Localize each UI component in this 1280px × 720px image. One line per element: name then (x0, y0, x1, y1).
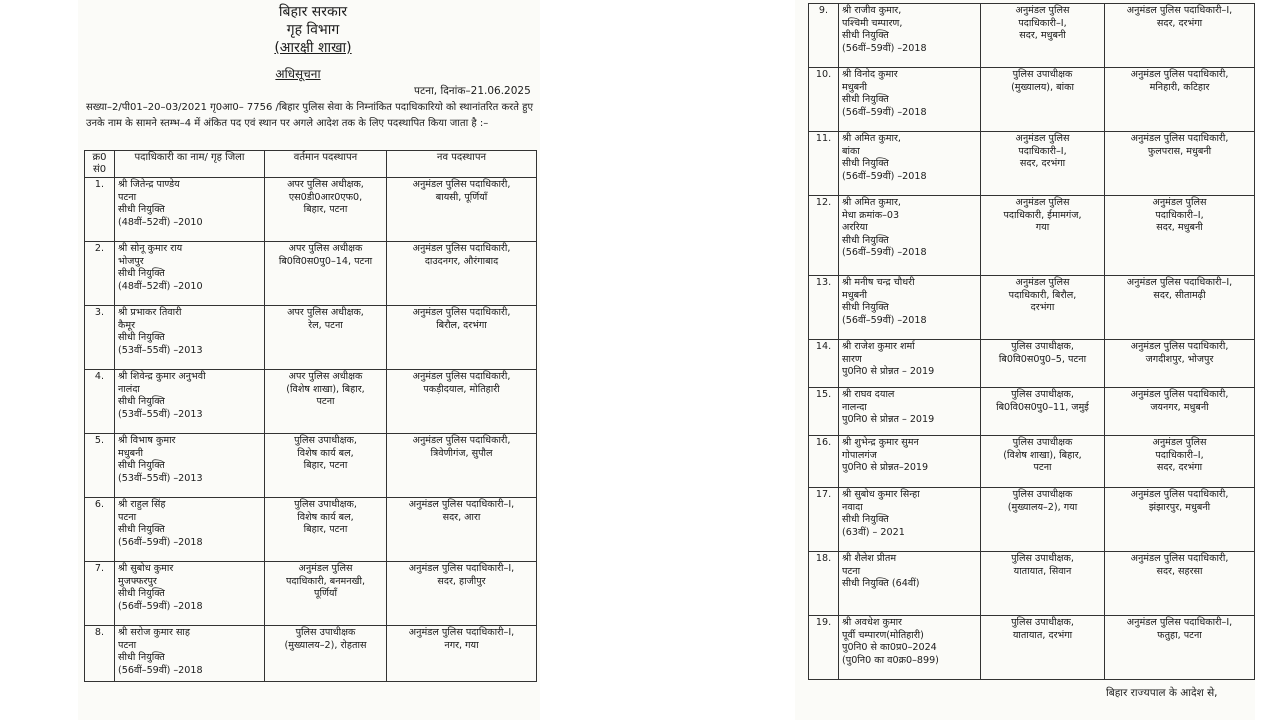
cell-line: झंझारपुर, मधुबनी (1148, 501, 1211, 513)
cell-line: कैमूर (118, 319, 136, 331)
cell-line: श्री सुबोध कुमार सिन्हा (842, 489, 920, 500)
cell-line: सीधी नियुक्ति (842, 234, 889, 246)
cell-line: पकड़ीदयाल, मोतिहारी (423, 383, 500, 395)
cell-line: श्री राजीव कुमार, (842, 5, 902, 16)
cell-line: पटना (316, 396, 335, 408)
transfer-table-right (808, 3, 1255, 680)
cell-line: बांका (842, 145, 860, 157)
table-row (809, 552, 1255, 616)
current-posting-cell (265, 626, 387, 682)
cell-line: (56वीं–59वीं) –2018 (842, 170, 927, 182)
cell-line: अररिया (842, 222, 868, 234)
new-posting-cell (387, 434, 537, 498)
serial-number: 16. (809, 436, 839, 488)
col-header-name: पदाधिकारी का नाम/ गृह जिला (115, 151, 265, 178)
cell-line: सारण (842, 353, 862, 365)
dateline: पटना, दिनांक–21.06.2025 (414, 85, 531, 97)
cell-line: श्री राहुल सिंह (118, 499, 166, 510)
cell-line: सीधी नियुक्ति (842, 158, 889, 170)
cell-line: सीधी नियुक्ति (118, 396, 165, 408)
cell-line: मधुबनी (842, 289, 867, 301)
officer-name-cell (839, 132, 981, 196)
governor-order-footer: बिहार राज्यपाल के आदेश से, (1106, 687, 1218, 699)
cell-line: अनुमंडल पुलिस पदाधिकारी–I, (408, 627, 515, 638)
officer-name-cell (839, 388, 981, 436)
new-posting-cell (1105, 4, 1255, 68)
govt-title: बिहार सरकार (278, 4, 348, 20)
officer-name-cell (115, 626, 265, 682)
cell-line: सीधी नियुक्ति (842, 302, 889, 314)
cell-line: अनुमंडल पुलिस (1015, 197, 1070, 208)
current-posting-cell (981, 132, 1105, 196)
cell-line: पु0नि0 से प्रोन्नत–2019 (842, 462, 929, 474)
officer-name-cell (839, 616, 981, 680)
cell-line: सदर, दरभंगा (1156, 17, 1203, 29)
new-posting-cell (387, 242, 537, 306)
current-posting-cell (981, 616, 1105, 680)
cell-line: अपर पुलिस अधीक्षक, (287, 179, 364, 190)
officer-name-cell (115, 434, 265, 498)
current-posting-cell (981, 4, 1105, 68)
cell-line: अनुमंडल पुलिस पदाधिकारी, (1130, 553, 1229, 564)
cell-line: अनुमंडल पुलिस (1152, 197, 1207, 208)
table-row (809, 132, 1255, 196)
cell-line: दरभंगा (1030, 302, 1055, 314)
cell-line: सीधी नियुक्ति (64वीं) (842, 578, 920, 590)
cell-line: सीधी नियुक्ति (118, 652, 165, 664)
cell-line: (48वीं–52वीं) –2010 (118, 280, 203, 292)
cell-line: दाउदनगर, औरंगाबाद (424, 255, 499, 267)
cell-line: पदाधिकारी–I, (1018, 17, 1067, 29)
officer-name-cell (115, 178, 265, 242)
table-row (809, 196, 1255, 276)
cell-line: पटना (1033, 462, 1052, 474)
cell-line: अनुमंडल पुलिस (1152, 437, 1207, 448)
cell-line: (53वीं–55वीं) –2013 (118, 408, 203, 420)
cell-line: (56वीं–59वीं) –2018 (118, 664, 203, 676)
cell-line: अनुमंडल पुलिस पदाधिकारी, (412, 371, 511, 382)
officer-name-cell (115, 562, 265, 626)
cell-line: नालन्दा (842, 401, 867, 413)
cell-line: अपर पुलिस अधीक्षक (288, 371, 363, 382)
officer-name-cell (115, 306, 265, 370)
cell-line: (56वीं–59वीं) –2018 (842, 314, 927, 326)
cell-line: मधुबनी (842, 81, 867, 93)
table-row (809, 388, 1255, 436)
officer-name-cell (115, 370, 265, 434)
current-posting-cell (981, 340, 1105, 388)
cell-line: यातायात, दरभंगा (1012, 629, 1073, 641)
department-title: गृह विभाग (286, 22, 340, 38)
new-posting-cell (1105, 132, 1255, 196)
cell-line: पुलिस उपाधीक्षक, (1011, 553, 1074, 564)
cell-line: पटना (842, 565, 861, 577)
cell-line: श्री राजेश कुमार शर्मा (842, 341, 915, 352)
table-row (85, 370, 537, 434)
table-row (85, 242, 537, 306)
cell-line: अनुमंडल पुलिस (1015, 277, 1070, 288)
cell-line: पश्चिमी चम्पारण, (842, 17, 903, 29)
serial-number: 14. (809, 340, 839, 388)
cell-line: बायसी, पूर्णियाँ (435, 191, 488, 203)
new-posting-cell (1105, 552, 1255, 616)
cell-line: मुजफ्फरपुर (118, 575, 157, 587)
current-posting-cell (265, 178, 387, 242)
serial-number: 9. (809, 4, 839, 68)
new-posting-cell (387, 626, 537, 682)
cell-line: सीधी नियुक्ति (118, 460, 165, 472)
serial-number: 8. (85, 626, 115, 682)
new-posting-cell (1105, 616, 1255, 680)
serial-number: 1. (85, 178, 115, 242)
cell-line: पदाधिकारी, ईमामगंज, (1003, 209, 1082, 221)
cell-line: सदर, सहरसा (1156, 565, 1203, 577)
notification-heading: अधिसूचना (275, 67, 321, 81)
cell-line: पदाधिकारी–I, (1155, 209, 1204, 221)
branch-title: (आरक्षी शाखा) (274, 40, 352, 56)
cell-line: पटना (118, 191, 137, 203)
serial-number: 2. (85, 242, 115, 306)
cell-line: (56वीं–59वीं) –2018 (118, 600, 203, 612)
col-header-current: वर्तमान पदस्थापन (265, 151, 387, 178)
new-posting-cell (1105, 68, 1255, 132)
cell-line: नगर, गया (444, 639, 479, 651)
serial-number: 4. (85, 370, 115, 434)
current-posting-cell (265, 498, 387, 562)
cell-line: सदर, आरा (442, 511, 481, 523)
table-row (85, 434, 537, 498)
cell-line: पदाधिकारी–I, (1155, 449, 1204, 461)
cell-line: अनुमंडल पुलिस (1015, 5, 1070, 16)
cell-line: सीधी नियुक्ति (118, 588, 165, 600)
new-posting-cell (387, 306, 537, 370)
officer-name-cell (839, 68, 981, 132)
cell-line: पुलिस उपाधीक्षक, (1011, 617, 1074, 628)
current-posting-cell (265, 306, 387, 370)
table-row (809, 276, 1255, 340)
serial-number: 7. (85, 562, 115, 626)
cell-line: पुलिस उपाधीक्षक (1012, 69, 1073, 80)
cell-line: बिहार, पटना (303, 460, 348, 472)
cell-line: पु0नि0 से प्रोन्नत – 2019 (842, 414, 935, 426)
current-posting-cell (265, 562, 387, 626)
cell-line: श्री सरोज कुमार साह (118, 627, 191, 638)
cell-line: पुलिस उपाधीक्षक (295, 627, 356, 638)
transfer-table-left (84, 150, 537, 682)
cell-line: जयनगर, मधुबनी (1150, 401, 1209, 413)
cell-line: भोजपुर (118, 255, 144, 267)
cell-line: सीधी नियुक्ति (118, 268, 165, 280)
cell-line: पदाधिकारी, बनमनखी, (285, 575, 366, 587)
serial-number: 6. (85, 498, 115, 562)
officer-name-cell (839, 4, 981, 68)
cell-line: अनुमंडल पुलिस पदाधिकारी, (1130, 341, 1229, 352)
cell-line: (63वीं) – 2021 (842, 526, 905, 538)
cell-line: गोपालगंज (842, 449, 877, 461)
cell-line: पुलिस उपाधीक्षक (1012, 489, 1073, 500)
cell-line: गया (1035, 222, 1050, 234)
cell-line: अनुमंडल पुलिस पदाधिकारी, (1130, 69, 1229, 80)
officer-name-cell (839, 196, 981, 276)
cell-line: पूर्वी चम्पारण(मोतिहारी) (842, 629, 924, 641)
cell-line: (56वीं–59वीं) –2018 (842, 106, 927, 118)
table-row (809, 68, 1255, 132)
cell-line: पदाधिकारी–I, (1018, 145, 1067, 157)
cell-line: पटना (118, 639, 137, 651)
current-posting-cell (981, 436, 1105, 488)
current-posting-cell (981, 552, 1105, 616)
cell-line: (विशेष शाखा), बिहार, (286, 383, 365, 395)
cell-line: अनुमंडल पुलिस पदाधिकारी, (1130, 489, 1229, 500)
table-row (809, 616, 1255, 680)
current-posting-cell (981, 488, 1105, 552)
cell-line: सीधी नियुक्ति (842, 514, 889, 526)
cell-line: पुलिस उपाधीक्षक (1012, 437, 1073, 448)
serial-number: 15. (809, 388, 839, 436)
cell-line: सदर, सीतामढ़ी (1153, 289, 1206, 301)
current-posting-cell (981, 196, 1105, 276)
new-posting-cell (1105, 488, 1255, 552)
col-header-new: नव पदस्थापन (387, 151, 537, 178)
new-posting-cell (1105, 436, 1255, 488)
current-posting-cell (981, 388, 1105, 436)
serial-number: 18. (809, 552, 839, 616)
cell-line: अनुमंडल पुलिस (298, 563, 353, 574)
cell-line: सदर, हाजीपुर (437, 575, 486, 587)
cell-line: बि0वि0स0पु0–14, पटना (278, 255, 373, 267)
new-posting-cell (1105, 276, 1255, 340)
serial-number: 5. (85, 434, 115, 498)
table-row (809, 488, 1255, 552)
cell-line: श्री अमित कुमार, (842, 197, 901, 208)
cell-line: अनुमंडल पुलिस पदाधिकारी–I, (408, 563, 515, 574)
serial-number: 3. (85, 306, 115, 370)
cell-line: सीधी नियुक्ति (118, 204, 165, 216)
cell-line: फुलपरास, मधुबनी (1147, 145, 1212, 157)
cell-line: (53वीं–55वीं) –2013 (118, 472, 203, 484)
cell-line: त्रिवेणीगंज, सुपौल (430, 447, 493, 459)
cell-line: (मुख्यालय–2), रोहतास (284, 639, 367, 651)
cell-line: (53वीं–55वीं) –2013 (118, 344, 203, 356)
cell-line: फतुहा, पटना (1157, 629, 1202, 641)
cell-line: श्री प्रभाकर तिवारी (118, 307, 182, 318)
cell-line: पूर्णियाँ (314, 588, 337, 600)
cell-line: श्री विभाष कुमार (118, 435, 176, 446)
cell-line: पु0नि0 से प्रोन्नत – 2019 (842, 366, 935, 378)
cell-line: सीधी नियुक्ति (842, 94, 889, 106)
col-header-sno: क्र0 सं0 (85, 151, 115, 178)
table-row (809, 436, 1255, 488)
cell-line: बि0वि0स0पु0–11, जमुई (996, 401, 1089, 413)
officer-name-cell (839, 276, 981, 340)
cell-line: (विशेष शाखा), बिहार, (1003, 449, 1082, 461)
cell-line: मनिहारी, कटिहार (1149, 81, 1210, 93)
cell-line: रेल, पटना (308, 319, 343, 331)
officer-name-cell (839, 436, 981, 488)
cell-line: श्री जितेन्द्र पाण्डेय (118, 179, 180, 190)
cell-line: सीधी नियुक्ति (842, 30, 889, 42)
table-row (809, 340, 1255, 388)
cell-line: नवादा (842, 501, 863, 513)
cell-line: अनुमंडल पुलिस पदाधिकारी–I, (408, 499, 515, 510)
cell-line: श्री राघव दयाल (842, 389, 895, 400)
current-posting-cell (981, 276, 1105, 340)
cell-line: विशेष कार्य बल, (297, 447, 354, 459)
cell-line: विशेष कार्य बल, (297, 511, 354, 523)
cell-line: पटना (118, 511, 137, 523)
cell-line: बिहार, पटना (303, 524, 348, 536)
cell-line: श्री सुबोध कुमार (118, 563, 174, 574)
cell-line: श्री विनोद कुमार (842, 69, 898, 80)
cell-line: श्री शुभेन्द्र कुमार सुमन (842, 437, 919, 448)
cell-line: पुलिस उपाधीक्षक, (294, 499, 357, 510)
cell-line: जगदीशपुर, भोजपुर (1145, 353, 1214, 365)
cell-line: अनुमंडल पुलिस (1015, 133, 1070, 144)
new-posting-cell (1105, 196, 1255, 276)
officer-name-cell (839, 552, 981, 616)
cell-line: (56वीं–59वीं) –2018 (842, 42, 927, 54)
cell-line: पुलिस उपाधीक्षक, (294, 435, 357, 446)
cell-line: अपर पुलिस अधीक्षक (288, 243, 363, 254)
cell-line: अनुमंडल पुलिस पदाधिकारी–I, (1126, 277, 1233, 288)
table-header-row (85, 151, 537, 178)
current-posting-cell (981, 68, 1105, 132)
cell-line: अनुमंडल पुलिस पदाधिकारी, (412, 243, 511, 254)
cell-line: अनुमंडल पुलिस पदाधिकारी, (1130, 389, 1229, 400)
cell-line: अनुमंडल पुलिस पदाधिकारी, (412, 307, 511, 318)
new-posting-cell (1105, 388, 1255, 436)
officer-name-cell (115, 498, 265, 562)
cell-line: श्री सोनू कुमार राय (118, 243, 183, 254)
cell-line: श्री शैलेश प्रीतम (842, 553, 897, 564)
cell-line: बिहार, पटना (303, 204, 348, 216)
cell-line: अनुमंडल पुलिस पदाधिकारी, (412, 435, 511, 446)
officer-name-cell (839, 488, 981, 552)
cell-line: सदर, दरभंगा (1019, 158, 1066, 170)
cell-line: अनुमंडल पुलिस पदाधिकारी, (1130, 133, 1229, 144)
cell-line: नालंदा (118, 383, 140, 395)
new-posting-cell (387, 562, 537, 626)
cell-line: (मुख्यालय–2), गया (1007, 501, 1078, 513)
reference-paragraph: सख्या–2/पी01–20–03/2021 गृ0आ0– 7756 /बिहार पुलिस सेवा के निम्नांकित पदाधिकारियो को स्थानांतरित करते हुए उनके नाम के सामने स्तम्भ–4 में अंकित पद एवं स्थान पर अगले आदेश तक के लिए पदस्थापित किया जाता है :– (86, 102, 533, 129)
cell-line: बिरौल, दरभंगा (436, 319, 487, 331)
cell-line: अनुमंडल पुलिस पदाधिकारी–I, (1126, 5, 1233, 16)
officer-name-cell (839, 340, 981, 388)
table-row (809, 4, 1255, 68)
table-row (85, 306, 537, 370)
cell-line: मेधा क्रमांक–03 (842, 209, 900, 221)
current-posting-cell (265, 242, 387, 306)
serial-number: 19. (809, 616, 839, 680)
cell-line: श्री अमित कुमार, (842, 133, 901, 144)
serial-number: 12. (809, 196, 839, 276)
cell-line: पु0नि0 से का0प्र0–2024 (842, 642, 937, 654)
table-row (85, 562, 537, 626)
cell-line: सीधी नियुक्ति (118, 332, 165, 344)
cell-line: (56वीं–59वीं) –2018 (842, 247, 927, 259)
cell-line: अपर पुलिस अधीक्षक, (287, 307, 364, 318)
cell-line: सदर, मधुबनी (1019, 30, 1066, 42)
current-posting-cell (265, 370, 387, 434)
cell-line: सदर, दरभंगा (1156, 462, 1203, 474)
cell-line: सदर, मधुबनी (1156, 222, 1203, 234)
cell-line: श्री मनीष चन्द्र चौधरी (842, 277, 915, 288)
cell-line: अनुमंडल पुलिस पदाधिकारी, (412, 179, 511, 190)
serial-number: 17. (809, 488, 839, 552)
current-posting-cell (265, 434, 387, 498)
cell-line: एस0डी0आर0एफ0, (288, 191, 363, 203)
cell-line: (48वीं–52वीं) –2010 (118, 216, 203, 228)
cell-line: श्री शिवेन्द्र कुमार अनुभवी (118, 371, 206, 382)
cell-line: मधुबनी (118, 447, 143, 459)
cell-line: पुलिस उपाधीक्षक, (1011, 341, 1074, 352)
new-posting-cell (387, 370, 537, 434)
table-row (85, 178, 537, 242)
officer-name-cell (115, 242, 265, 306)
cell-line: पदाधिकारी, बिरौल, (1008, 289, 1077, 301)
cell-line: (पु0नि0 का व0क्र0–899) (842, 654, 939, 666)
serial-number: 11. (809, 132, 839, 196)
new-posting-cell (387, 178, 537, 242)
new-posting-cell (387, 498, 537, 562)
new-posting-cell (1105, 340, 1255, 388)
cell-line: (56वीं–59वीं) –2018 (118, 536, 203, 548)
cell-line: यातायात, सिवान (1013, 565, 1072, 577)
cell-line: श्री अवधेश कुमार (842, 617, 902, 628)
cell-line: पुलिस उपाधीक्षक, (1011, 389, 1074, 400)
serial-number: 13. (809, 276, 839, 340)
cell-line: बि0वि0स0पु0–5, पटना (998, 353, 1087, 365)
table-row (85, 498, 537, 562)
cell-line: अनुमंडल पुलिस पदाधिकारी–I, (1126, 617, 1233, 628)
cell-line: (मुख्यालय), बांका (1011, 81, 1074, 93)
cell-line: सीधी नियुक्ति (118, 524, 165, 536)
table-row (85, 626, 537, 682)
serial-number: 10. (809, 68, 839, 132)
